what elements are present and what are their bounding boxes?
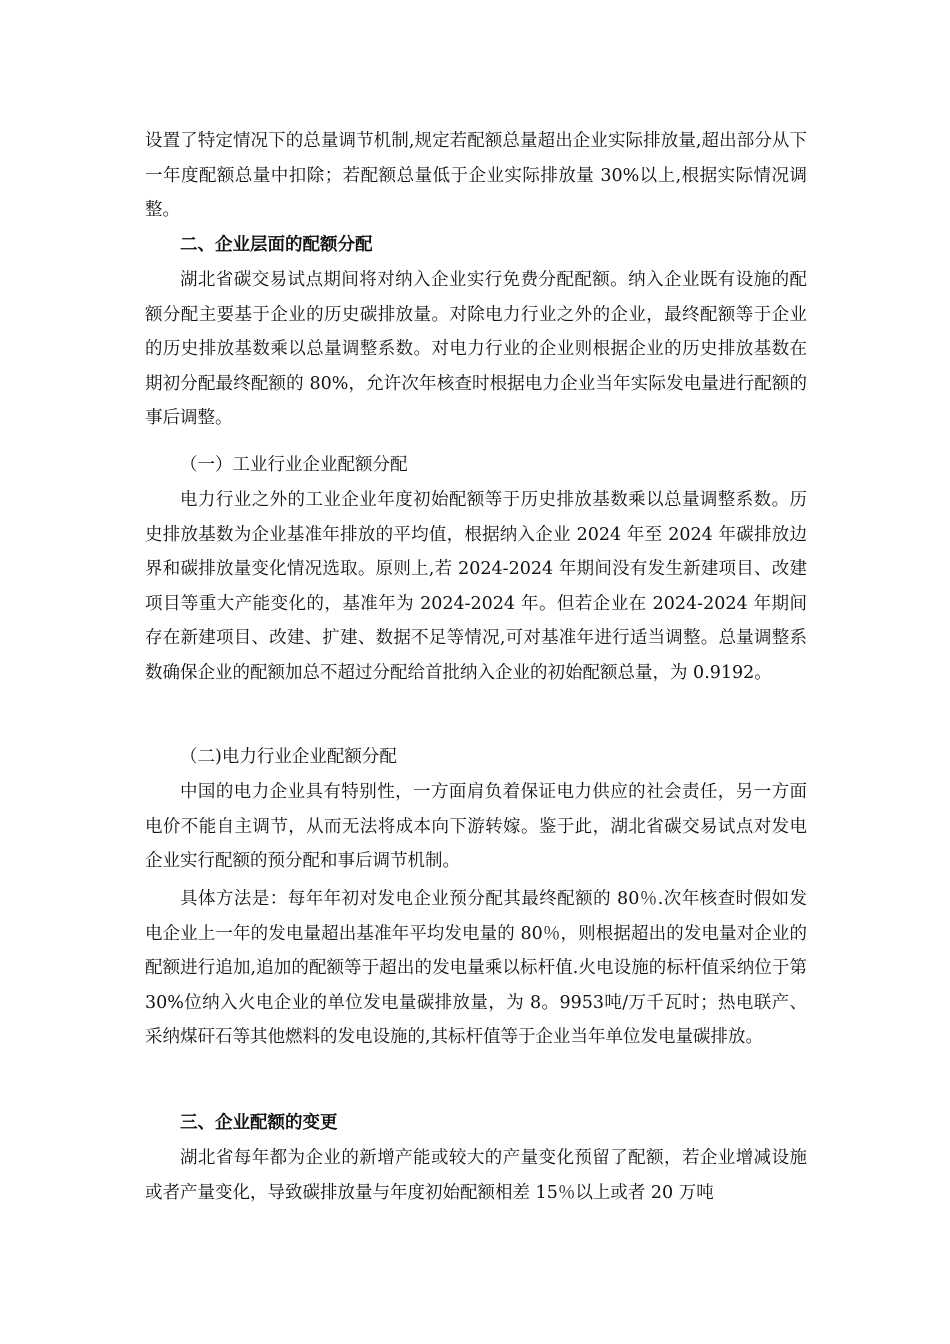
subsection-heading-industrial: （一）工业行业企业配额分配	[180, 455, 408, 475]
section-heading-quota-change: 三、企业配额的变更	[180, 1113, 338, 1133]
paragraph-industrial-allocation: 电力行业之外的工业企业年度初始配额等于历史排放基数乘以总量调整系数。历史排放基数为企业基准年排放的平均值，根据纳入企业 2024 年至 2024 年碳排放边界和碳排放量变化情况选取。原则上,若 2024-2024 年期间没有发生新建项目、改建项目等重大产能变化的，基准年为 2024-2024 年。但若企业在 2024-2024 年期间存在新建项目、改建、扩建、数据不足等情况,可对基准年进行适当调整。总量调整系数确保企业的配额加总不超过分配给首批纳入企业的初始配额总量，为 0.9192。	[145, 490, 807, 683]
paragraph-quota-adjustment: 设置了特定情况下的总量调节机制,规定若配额总量超出企业实际排放量,超出部分从下一年度配额总量中扣除；若配额总量低于企业实际排放量 30%以上,根据实际情况调整。	[145, 131, 807, 220]
paragraph-quota-reserve: 湖北省每年都为企业的新增产能或较大的产量变化预留了配额，若企业增减设施或者产量变化，导致碳排放量与年度初始配额相差 15％以上或者 20 万吨	[145, 1148, 807, 1203]
paragraph-specific-method: 具体方法是：每年年初对发电企业预分配其最终配额的 80％.次年核查时假如发电企业上一年的发电量超出基准年平均发电量的 80％，则根据超出的发电量对企业的配额进行追加,追加的配额等于超出的发电量乘以标杆值.火电设施的标杆值采纳位于第 30%位纳入火电企业的单位发电量碳排放量，为 8。9953吨/万千瓦时；热电联产、采纳煤矸石等其他燃料的发电设施的,其标杆值等于企业当年单位发电量碳排放。	[145, 889, 807, 1047]
section-heading-enterprise-allocation: 二、企业层面的配额分配	[180, 235, 373, 255]
paragraph-free-allocation: 湖北省碳交易试点期间将对纳入企业实行免费分配配额。纳入企业既有设施的配额分配主要基于企业的历史碳排放量。对除电力行业之外的企业，最终配额等于企业的历史排放基数乘以总量调整系数。对电力行业的企业则根据企业的历史排放基数在期初分配最终配额的 80%，允许次年核查时根据电力企业当年实际发电量进行配额的事后调整。	[145, 270, 807, 428]
paragraph-power-industry: 中国的电力企业具有特别性，一方面肩负着保证电力供应的社会责任，另一方面电价不能自主调节，从而无法将成本向下游转嫁。鉴于此，湖北省碳交易试点对发电企业实行配额的预分配和事后调节机制。	[145, 782, 807, 871]
subsection-heading-power: （二)电力行业企业配额分配	[180, 747, 397, 767]
